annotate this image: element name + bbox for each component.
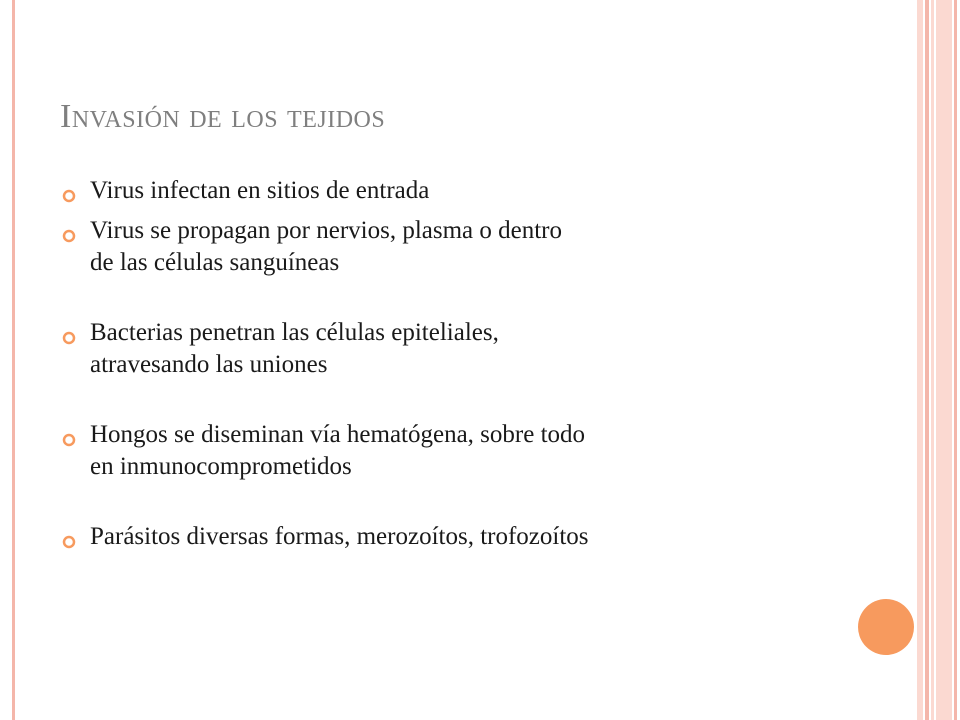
list-item [62,419,862,483]
stripe [931,0,934,720]
list-item [62,317,862,381]
list-item [62,521,862,553]
hollow-circle-bullet-icon [62,229,76,243]
left-border-line [12,0,15,720]
bullet-text: Virus infectan en sitios de entrada [90,177,430,204]
slide-title: Invasión de los tejidos [60,98,386,135]
hollow-circle-bullet-icon [62,189,76,203]
list-item [62,215,862,279]
bullet-text: Parásitos diversas formas, merozoítos, trofozoítos [90,523,589,550]
hollow-circle-bullet-icon [62,535,76,549]
stripe [925,0,929,720]
stripe [936,0,952,720]
bullet-text-continued: atravesando las uniones [90,351,328,378]
bullet-text: Virus se propagan por nervios, plasma o dentro [90,217,562,244]
orange-circle-decoration [858,599,914,655]
stripe [954,0,957,720]
stripe [917,0,923,720]
list-item [62,175,862,207]
bullet-text-continued: de las células sanguíneas [90,249,340,276]
bullet-text: Bacterias penetran las células epiteliales, [90,319,499,346]
hollow-circle-bullet-icon [62,433,76,447]
hollow-circle-bullet-icon [62,331,76,345]
right-decorative-stripes [917,0,960,720]
bullet-list [62,175,862,553]
bullet-text-continued: en inmunocomprometidos [90,453,352,480]
bullet-text: Hongos se diseminan vía hematógena, sobre todo [90,421,586,448]
